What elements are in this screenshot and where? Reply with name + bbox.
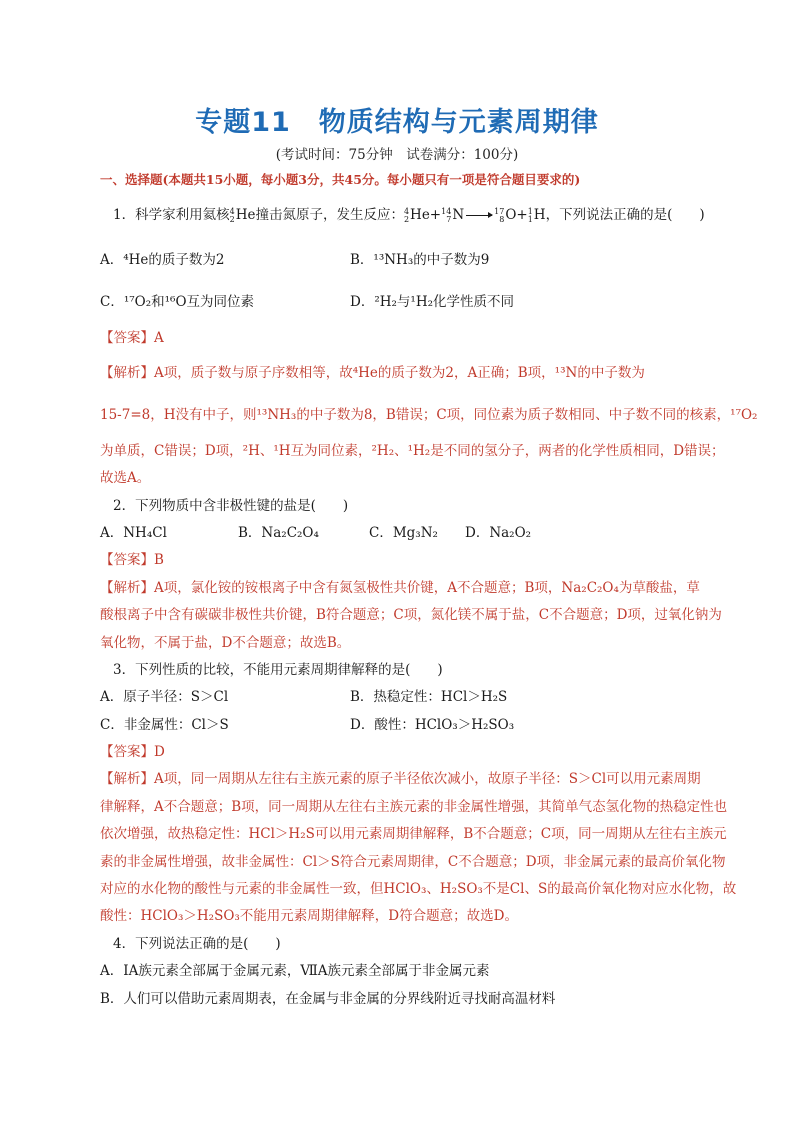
question-1-option-b: B．¹³NH₃的中子数为9 <box>350 252 490 268</box>
question-1-answer: 【答案】A <box>100 330 164 346</box>
question-2-option-c: C．Mg₃N₂ <box>369 525 438 541</box>
question-3-option-b: B．热稳定性：HCl＞H₂S <box>350 689 508 705</box>
question-4-option-b: B．人们可以借助元素周期表，在金属与非金属的分界线附近寻找耐高温材料 <box>100 991 556 1007</box>
question-1-explanation-line: 【解析】A项，质子数与原子序数相等，故⁴He的质子数为2，A正确；B项，¹³N的中子数为 <box>100 365 645 381</box>
question-1-explanation-line: 为单质，C错误；D项，²H、¹H互为同位素，²H₂、¹H₂是不同的氢分子，两者的化学性质相同，D错误； <box>100 443 725 459</box>
question-3-explanation-line: 律解释，A不合题意；B项，同一周期从左往右主族元素的非金属性增强，其简单气态氢化物的热稳定性也 <box>100 799 728 815</box>
question-3-option-d: D．酸性：HClO₃＞H₂SO₃ <box>350 717 515 733</box>
question-2-stem: 2．下列物质中含非极性键的盐是( ) <box>113 498 349 514</box>
nuclide-index: 4 2 <box>229 206 235 224</box>
question-3-explanation-line: 素的非金属性增强，故非金属性：Cl＞S符合元素周期律，C不合题意；D项，非金属元素的最高价氧化物 <box>100 854 726 870</box>
question-3-explanation-line: 对应的水化物的酸性与元素的非金属性一致，但HClO₃、H₂SO₃不是Cl、S的最高价氧化物对应水化物，故 <box>100 881 737 897</box>
question-4-stem: 4．下列说法正确的是( ) <box>113 936 281 952</box>
question-1-option-a: A．⁴He的质子数为2 <box>100 252 225 268</box>
question-3-explanation-line: 依次增强，故热稳定性：HCl＞H₂S可以用元素周期律解释，B不合题意；C项，同一周期从左往右主族元 <box>100 826 727 842</box>
question-1-explanation-line: 故选A。 <box>100 470 151 486</box>
question-2-option-b: B．Na₂C₂O₄ <box>238 525 319 541</box>
question-2-explanation-line: 氧化物，不属于盐，D不合题意；故选B。 <box>100 635 351 651</box>
question-3-answer: 【答案】D <box>100 744 165 760</box>
question-2-option-d: D．Na₂O₂ <box>465 525 532 541</box>
reaction-arrow-icon <box>466 215 492 216</box>
question-3-stem: 3．下列性质的比较，不能用元素周期律解释的是( ) <box>113 662 443 678</box>
question-3-option-c: C．非金属性：Cl＞S <box>100 717 229 733</box>
question-3-explanation-line: 酸性：HClO₃＞H₂SO₃不能用元素周期律解释，D符合题意；故选D。 <box>100 908 518 924</box>
question-4-option-a: A．ⅠA族元素全部属于金属元素，ⅦA族元素全部属于非金属元素 <box>100 963 490 979</box>
question-2-answer: 【答案】B <box>100 552 164 568</box>
page-title: 专题11 物质结构与元素周期律 <box>195 107 599 138</box>
question-2-option-a: A．NH₄Cl <box>100 525 167 541</box>
question-3-option-a: A．原子半径：S＞Cl <box>100 689 229 705</box>
question-1-stem: 1．科学家利用氦核 4 2 He撞击氮原子，发生反应： 4 2 He+ 14 7 N 17 8 O+ 1 1 H，下列说法正确的是( ) <box>113 206 705 224</box>
section-heading: 一、选择题(本题共15小题，每小题3分，共45分。每小题只有一项是符合题目要求的) <box>100 172 581 187</box>
question-2-explanation-line: 酸根离子中含有碳碳非极性共价键，B符合题意；C项，氮化镁不属于盐，C不合题意；D项，过氧化钠为 <box>100 607 722 623</box>
question-1-explanation-line: 15-7=8，H没有中子，则¹³NH₃的中子数为8，B错误；C项，同位素为质子数相同、中子数不同的核素，¹⁷O₂ <box>100 407 758 423</box>
exam-info: (考试时间：75分钟 试卷满分：100分) <box>275 147 519 163</box>
question-1-option-d: D．²H₂与¹H₂化学性质不同 <box>350 294 515 310</box>
question-3-explanation-line: 【解析】A项，同一周期从左往右主族元素的原子半径依次减小，故原子半径：S＞Cl可以用元素周期 <box>100 771 701 787</box>
question-2-explanation-line: 【解析】A项，氯化铵的铵根离子中含有氮氢极性共价键，A不合题意；B项，Na₂C₂O₄为草酸盐，草 <box>100 580 700 596</box>
question-1-option-c: C．¹⁷O₂和¹⁶O互为同位素 <box>100 294 255 310</box>
